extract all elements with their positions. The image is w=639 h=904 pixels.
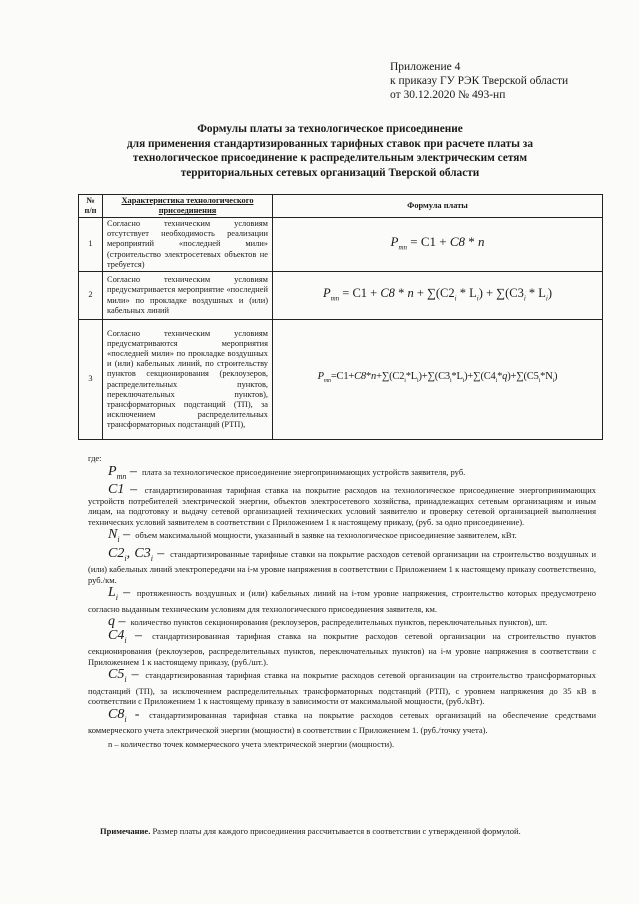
legend-text: стандартизированная тарифная ставка на покрытие расходов сетевой организации на строительство трансформаторных подстанций (ТП), за исключением распределительных трансформаторных подстанций (РТП), с уровнем напряжения до 35 кВ в соответствии с Приложением 1 к настоящему приказу в зависимости от максимальной мощности, (руб./кВт).	[88, 670, 596, 707]
row-desc: Согласно техническим условиям предусматривается мероприятие «последней мили» по прокладке воздушных и (или) кабельных линий	[103, 272, 273, 320]
row-num: 2	[79, 272, 103, 320]
legend-text: стандартизированная тарифная ставка на покрытие расходов сетевой организации на строительство пунктов секционирования (реклоузеров, распределительных пунктов, переключательных пунктов) на i-м уровне напряжения в соответствии с Приложением 1 к настоящему приказу, (руб./шт.).	[88, 630, 597, 667]
legend-text: стандартизированная тарифная ставка на покрытие расходов сетевых организаций на обеспечение средствами коммерческого учета электрической энергии (мощности) в соответствии с Приложением 1. (руб./точку учета).	[88, 710, 596, 736]
title-line: для применения стандартизированных тарифных ставок при расчете платы за	[127, 137, 533, 150]
legend-item	[88, 627, 597, 668]
document-title	[70, 122, 590, 180]
legend-text: количество пунктов секционирования (реклоузеров, распределительных пунктов, переключательных пунктов), шт.	[130, 617, 548, 628]
row-desc: Согласно техническим условиям предусматриваются мероприятия «последней мили» по прокладке воздушных и (или) кабельных линий, по строительству пунктов секционирования (реклоузеров, распределительных пунктов, переключательных пунктов), трансформаторных подстанций (ТП), за исключением распределительных трансформаторных подстанций (РТП),	[103, 320, 273, 440]
header-desc: Характеристика технологического присоединения	[103, 195, 273, 218]
table-row	[79, 218, 603, 272]
note	[100, 826, 600, 837]
legend-symbol: $C8_i$ -	[108, 707, 140, 724]
row-desc: Согласно техническим условиям отсутствует необходимость реализации мероприятий «последней мили» (строительство электросетевых объектов не требуется)	[103, 218, 273, 272]
title-line: территориальных сетевых организаций Тверской области	[180, 166, 480, 179]
legend-item	[88, 707, 596, 736]
legend-item	[88, 585, 597, 614]
appendix-line: от 30.12.2020 № 493-нп	[390, 89, 506, 101]
header-formula: Формула платы	[273, 195, 603, 218]
row-formula: $P_{тп} = C1 + C8 * n$	[273, 218, 603, 272]
note-label: Примечание.	[100, 826, 151, 836]
legend-item	[88, 667, 596, 707]
legend-symbol: C1 –	[108, 481, 138, 497]
legend-text: стандартизированные тарифные ставки на покрытие расходов сетевой организации на строительство воздушных и (или) кабельных линий электропередачи на i-м уровне напряжения в соответствии с Приложением 1 к настоящему приказу соответственно, руб./км.	[88, 548, 597, 585]
appendix-line: Приложение 4	[390, 61, 461, 73]
table-header-row	[79, 195, 603, 218]
legend-symbol: q –	[108, 614, 126, 630]
legend-symbol: $N_i$ –	[108, 527, 131, 545]
note-text: Размер платы для каждого присоединения рассчитывается в соответствии с утвержденной формулой.	[152, 826, 521, 836]
legend-symbol: $C5_i$ –	[108, 667, 139, 685]
legend-symbol: $C2_i$, $C3_i$ –	[108, 545, 165, 563]
title-line: Формулы платы за технологическое присоединение	[197, 123, 463, 135]
legend-text: стандартизированная тарифная ставка на покрытие расходов на технологическое присоединение энергопринимающих устройств потребителей электрической энергии, объектов электросетевого хозяйства, принадлежащих сетевым организациям и иным лицам, на подготовку и выдачу сетевой организацией технических условий заявителю и проверку сетевой организацией выполнения технических условий заявителем в соответствии с Приложением 1 к настоящему приказу, (руб. за одно присоединение).	[88, 484, 597, 527]
legend-symbol: $C4_i$ –	[108, 627, 143, 645]
row-formula: $P_{тп}=C1+C8*n+\sum(C2_i*L_i)+\sum(C3_i*L_i)+\sum(C4_i*q)+\sum(C5_i*N_i)$	[273, 320, 603, 440]
legend-text: объем максимальной мощности, указанный в заявке на технологическое присоединение заявителем, кВт.	[135, 530, 517, 541]
appendix-line: к приказу ГУ РЭК Тверской области	[390, 75, 569, 87]
row-num: 1	[79, 218, 103, 272]
legend-item	[88, 481, 597, 527]
header-num: № п/п	[79, 195, 103, 218]
legend-text: протяженность воздушных и (или) кабельных линий на i-том уровне напряжения, строительство которых предусмотрено согласно выданным техническим условиям для технологического присоединения заявителя, км.	[88, 588, 597, 614]
legend-text: плата за технологическое присоединение энергопринимающих устройств заявителя, руб.	[141, 466, 466, 477]
row-formula: $P_{тп} = C1 + C8 * n + \sum(C2_i * L_i) + \sum(C3_i * L_i)$	[273, 272, 603, 320]
legend-item	[88, 614, 596, 630]
legend-symbol: $P_{тп}$ –	[108, 463, 137, 481]
legend-section	[88, 453, 596, 753]
title-line: технологическое присоединение к распределительным электрическим сетям	[132, 152, 528, 164]
legend-item	[88, 545, 597, 586]
formulas-table	[78, 194, 603, 440]
row-num: 3	[79, 320, 103, 440]
legend-item	[88, 463, 596, 482]
appendix-reference	[390, 60, 625, 102]
legend-where: где:	[88, 453, 102, 463]
legend-symbol: $L_i$ –	[108, 585, 131, 603]
legend-n-def: n – количество точек коммерческого учета электрической энергии (мощности).	[108, 739, 395, 750]
table-row	[79, 320, 603, 440]
table-row	[79, 272, 603, 320]
legend-item	[88, 527, 596, 545]
